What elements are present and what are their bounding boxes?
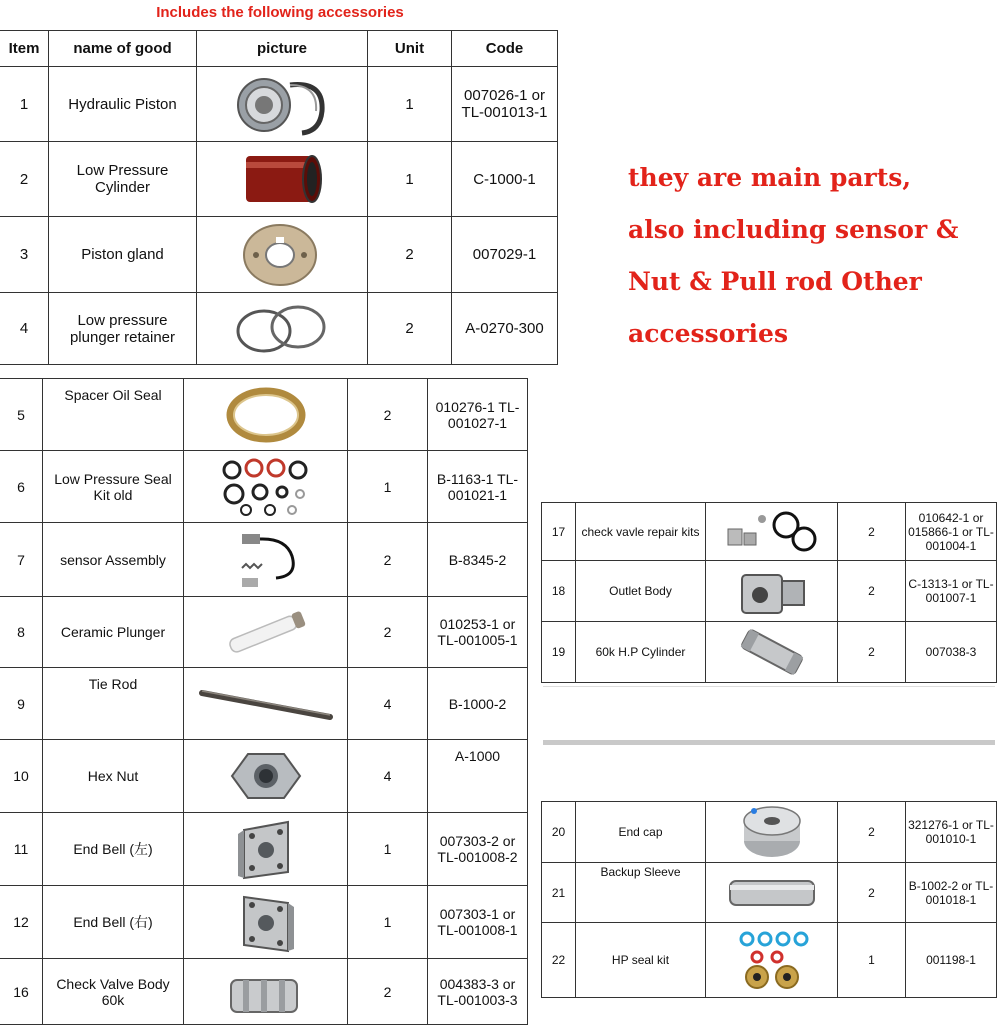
item-number: 20 bbox=[542, 802, 576, 863]
good-name: Low pressure plunger retainer bbox=[49, 293, 197, 365]
code-value: 007303-2 or TL-001008-2 bbox=[428, 813, 528, 886]
table-row bbox=[542, 923, 997, 998]
accessories-table-3 bbox=[541, 502, 997, 683]
unit-value: 1 bbox=[838, 923, 906, 998]
item-number: 19 bbox=[542, 622, 576, 683]
unit-value: 2 bbox=[348, 959, 428, 1025]
item-number: 1 bbox=[0, 67, 49, 142]
retainer-ring-icon bbox=[197, 293, 368, 365]
unit-value: 1 bbox=[368, 67, 452, 142]
end-bell-icon bbox=[184, 886, 348, 959]
table-row bbox=[542, 503, 997, 561]
accessories-table-1 bbox=[0, 30, 558, 365]
hex-nut-icon bbox=[184, 740, 348, 813]
code-value: 004383-3 or TL-001003-3 bbox=[428, 959, 528, 1025]
note-line: also including sensor & bbox=[628, 215, 959, 244]
unit-value: 1 bbox=[368, 142, 452, 217]
unit-value: 2 bbox=[838, 802, 906, 863]
code-value: 007038-3 bbox=[906, 622, 997, 683]
unit-value: 4 bbox=[348, 740, 428, 813]
good-name: HP seal kit bbox=[576, 923, 706, 998]
note-line: accessories bbox=[628, 319, 789, 348]
note-line: Nut & Pull rod Other bbox=[628, 267, 922, 296]
note-line: they are main parts, bbox=[628, 163, 912, 192]
header-code: Code bbox=[452, 31, 558, 67]
good-name: End Bell (左) bbox=[43, 813, 184, 886]
item-number: 3 bbox=[0, 217, 49, 293]
table-row bbox=[0, 597, 528, 668]
good-name: 60k H.P Cylinder bbox=[576, 622, 706, 683]
code-value: 001198-1 bbox=[906, 923, 997, 998]
good-name: check vavle repair kits bbox=[576, 503, 706, 561]
code-value: 007303-1 or TL-001008-1 bbox=[428, 886, 528, 959]
unit-value: 2 bbox=[368, 217, 452, 293]
unit-value: 1 bbox=[348, 886, 428, 959]
good-name: Check Valve Body 60k bbox=[43, 959, 184, 1025]
table-row bbox=[542, 622, 997, 683]
unit-value: 2 bbox=[348, 597, 428, 668]
unit-value: 2 bbox=[368, 293, 452, 365]
item-number: 22 bbox=[542, 923, 576, 998]
table-row bbox=[0, 379, 528, 451]
item-number: 16 bbox=[0, 959, 43, 1025]
unit-value: 1 bbox=[348, 813, 428, 886]
table-row bbox=[542, 863, 997, 923]
good-name: Spacer Oil Seal bbox=[43, 379, 184, 451]
sensor-icon bbox=[184, 523, 348, 597]
code-value: 010276-1 TL-001027-1 bbox=[428, 379, 528, 451]
code-value: A-1000 bbox=[428, 740, 528, 813]
table-row bbox=[0, 523, 528, 597]
outlet-body-icon bbox=[706, 561, 838, 622]
table-row bbox=[0, 451, 528, 523]
main-parts-note bbox=[628, 152, 998, 360]
table-row bbox=[0, 67, 558, 142]
good-name: Outlet Body bbox=[576, 561, 706, 622]
table-row bbox=[0, 668, 528, 740]
header-unit: Unit bbox=[368, 31, 452, 67]
good-name: Tie Rod bbox=[43, 668, 184, 740]
item-number: 7 bbox=[0, 523, 43, 597]
good-name: sensor Assembly bbox=[43, 523, 184, 597]
spacer-seal-icon bbox=[184, 379, 348, 451]
end-cap-icon bbox=[706, 802, 838, 863]
tie-rod-icon bbox=[184, 668, 348, 740]
item-number: 2 bbox=[0, 142, 49, 217]
unit-value: 2 bbox=[348, 379, 428, 451]
seal-kit-icon bbox=[184, 451, 348, 523]
page-title: Includes the following accessories bbox=[156, 4, 404, 21]
header-name: name of good bbox=[49, 31, 197, 67]
good-name: Hydraulic Piston bbox=[49, 67, 197, 142]
code-value: 010642-1 or 015866-1 or TL-001004-1 bbox=[906, 503, 997, 561]
header-picture: picture bbox=[197, 31, 368, 67]
good-name: Piston gland bbox=[49, 217, 197, 293]
code-value: 010253-1 or TL-001005-1 bbox=[428, 597, 528, 668]
code-value: B-1000-2 bbox=[428, 668, 528, 740]
good-name: Backup Sleeve bbox=[576, 863, 706, 923]
code-value: B-1163-1 TL-001021-1 bbox=[428, 451, 528, 523]
table-row bbox=[0, 293, 558, 365]
item-number: 8 bbox=[0, 597, 43, 668]
good-name: Ceramic Plunger bbox=[43, 597, 184, 668]
backup-sleeve-icon bbox=[706, 863, 838, 923]
cylinder-icon bbox=[197, 142, 368, 217]
divider bbox=[543, 740, 995, 745]
unit-value: 1 bbox=[348, 451, 428, 523]
table-row bbox=[0, 142, 558, 217]
table-row bbox=[542, 561, 997, 622]
header-item: Item bbox=[0, 31, 49, 67]
item-number: 12 bbox=[0, 886, 43, 959]
good-name: End Bell (右) bbox=[43, 886, 184, 959]
code-value: 321276-1 or TL-001010-1 bbox=[906, 802, 997, 863]
table-row bbox=[0, 740, 528, 813]
hp-seal-kit-icon bbox=[706, 923, 838, 998]
plunger-icon bbox=[184, 597, 348, 668]
table-row bbox=[0, 217, 558, 293]
code-value: 007026-1 or TL-001013-1 bbox=[452, 67, 558, 142]
item-number: 11 bbox=[0, 813, 43, 886]
hp-cylinder-icon bbox=[706, 622, 838, 683]
divider bbox=[543, 686, 995, 687]
table-row bbox=[542, 802, 997, 863]
table-row bbox=[0, 813, 528, 886]
unit-value: 2 bbox=[838, 561, 906, 622]
gland-icon bbox=[197, 217, 368, 293]
item-number: 18 bbox=[542, 561, 576, 622]
item-number: 17 bbox=[542, 503, 576, 561]
end-bell-icon bbox=[184, 813, 348, 886]
good-name: Low Pressure Seal Kit old bbox=[43, 451, 184, 523]
item-number: 21 bbox=[542, 863, 576, 923]
repair-kit-icon bbox=[706, 503, 838, 561]
accessories-table-4 bbox=[541, 801, 997, 998]
item-number: 9 bbox=[0, 668, 43, 740]
piston-icon bbox=[197, 67, 368, 142]
accessories-table-2 bbox=[0, 378, 528, 1025]
unit-value: 2 bbox=[838, 503, 906, 561]
item-number: 10 bbox=[0, 740, 43, 813]
good-name: Hex Nut bbox=[43, 740, 184, 813]
item-number: 5 bbox=[0, 379, 43, 451]
unit-value: 2 bbox=[838, 622, 906, 683]
good-name: End cap bbox=[576, 802, 706, 863]
unit-value: 2 bbox=[838, 863, 906, 923]
unit-value: 4 bbox=[348, 668, 428, 740]
code-value: C-1313-1 or TL-001007-1 bbox=[906, 561, 997, 622]
item-number: 4 bbox=[0, 293, 49, 365]
check-valve-body-icon bbox=[184, 959, 348, 1025]
unit-value: 2 bbox=[348, 523, 428, 597]
code-value: C-1000-1 bbox=[452, 142, 558, 217]
good-name: Low Pressure Cylinder bbox=[49, 142, 197, 217]
code-value: B-8345-2 bbox=[428, 523, 528, 597]
table-header-row bbox=[0, 31, 558, 67]
code-value: A-0270-300 bbox=[452, 293, 558, 365]
code-value: B-1002-2 or TL-001018-1 bbox=[906, 863, 997, 923]
table-row bbox=[0, 959, 528, 1025]
code-value: 007029-1 bbox=[452, 217, 558, 293]
item-number: 6 bbox=[0, 451, 43, 523]
table-row bbox=[0, 886, 528, 959]
